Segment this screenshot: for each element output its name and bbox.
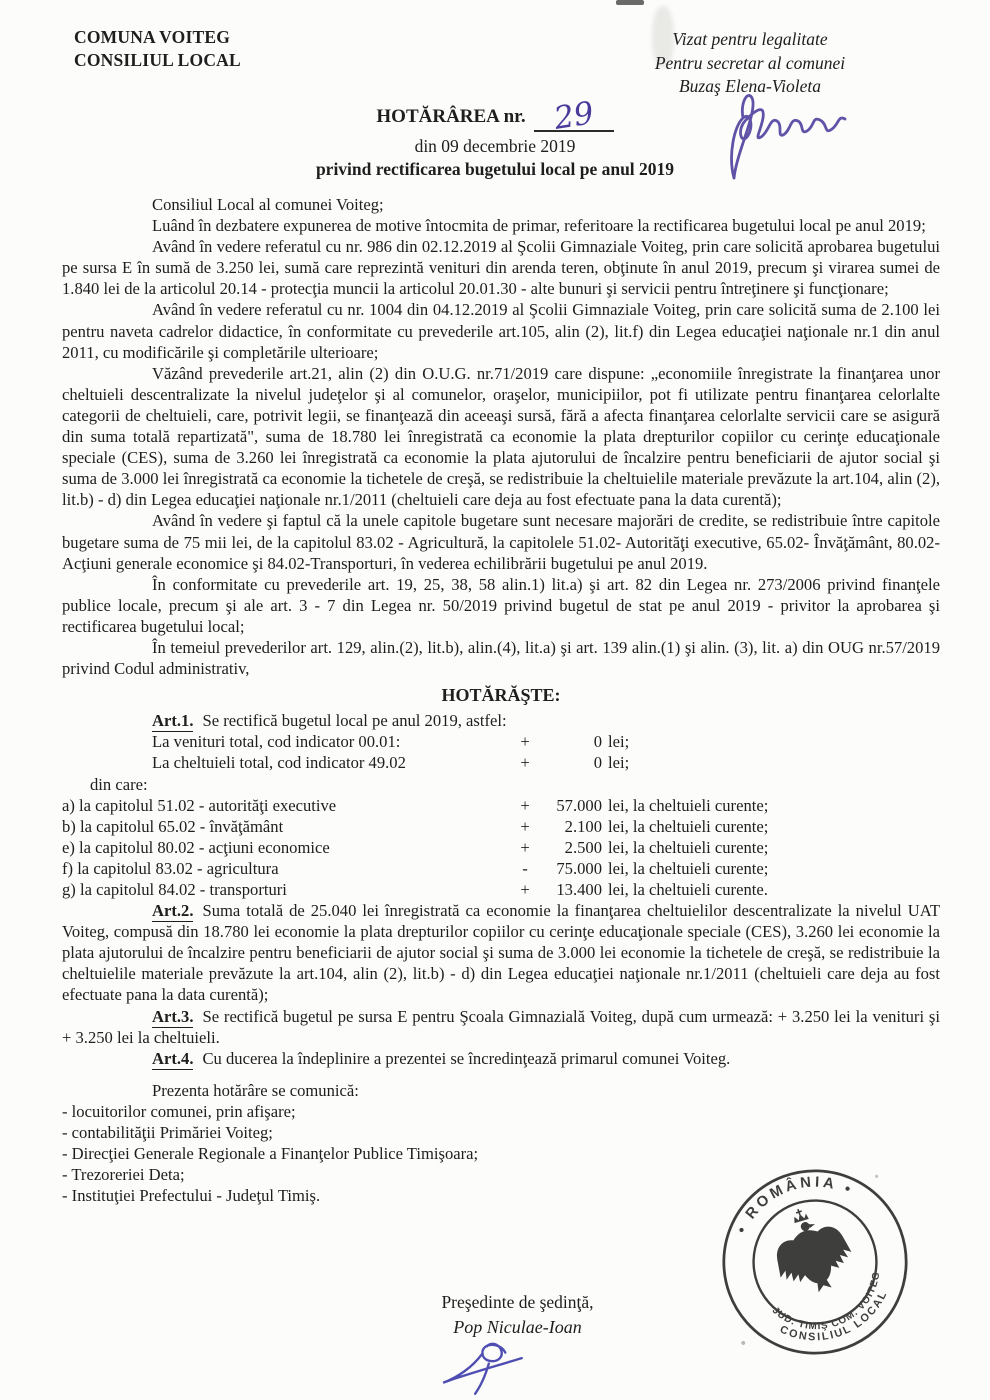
article-3-label: Art.3. — [152, 1006, 194, 1026]
decision-label: HOTĂRÂREA nr. — [376, 106, 526, 127]
article-2-label: Art.2. — [152, 901, 194, 921]
budget-line-chapter: a) la capitolul 51.02 - autorităţi executive + 57.000 lei, la cheltuieli curente; — [62, 795, 769, 815]
coat-of-arms-eagle-icon — [761, 1197, 861, 1303]
communication-item: - Trezoreriei Deta; — [62, 1165, 185, 1185]
budget-line-total-cheltuieli: La cheltuieli total, cod indicator 49.02 + 0 lei; — [152, 753, 630, 773]
commune-name: COMUNA VOITEG — [74, 27, 231, 47]
article-1-label: Art.1. — [152, 711, 194, 731]
president-name: Pop Niculae-Ioan — [453, 1317, 582, 1337]
preamble-paragraph: Având în vedere referatul cu nr. 986 din 02.12.2019 al Şcolii Gimnaziale Voiteg, prin care solicită aprobarea bugetului pe sursa E în sumă de 3.250 lei, sumă care reprezintă venituri din arenda teren, obţinute în anul 2019, precum şi virarea sumei de 1.840 lei de la articolul 20.14 - protecţia muncii la articolul 20.01.30 - alte bunuri şi servicii pentru întreţinere şi funcţionare; — [62, 237, 940, 299]
budget-line-chapter: e) la capitolul 80.02 - acţiuni economice + 2.500 lei, la cheltuieli curente; — [62, 837, 769, 857]
stamp-council-text: CONSILIUL LOCAL — [777, 1288, 890, 1344]
article-4: Art.4. Cu ducerea la îndeplinire a prezentei se încredinţează primarul comunei Voiteg. — [152, 1048, 731, 1068]
stamp-country-text: • ROMÂNIA • — [733, 1174, 857, 1237]
communication-intro: Prezenta hotărâre se comunică: — [152, 1080, 359, 1100]
preamble-paragraph: Având în vedere referatul cu nr. 1004 din 04.12.2019 al Şcolii Gimnaziale Voiteg, prin care solicită suma de 2.100 lei pentru naveta cadrelor didactice, în conformitate cu prevederile art.105, alin (2), lit.f) din Legea educaţiei naţionale nr.1 din anul 2011, cu modificările şi completările ulterioare; — [62, 300, 940, 362]
president-signature-block — [310, 1292, 725, 1338]
decision-date: din 09 decembrie 2019 — [414, 136, 576, 156]
budget-line-total-venituri: La venituri total, cod indicator 00.01: + 0 lei; — [152, 732, 630, 752]
scan-artifact-mark — [616, 0, 644, 5]
official-round-stamp-icon — [706, 1150, 924, 1374]
preamble-paragraph: În conformitate cu prevederile art. 19, 25, 38, 58 alin.1) lit.a) şi art. 82 din Legea nr. 273/2006 privind finanţele publice locale, precum şi ale art. 3 - 7 din Legea nr. 50/2019 privind bugetul de stat pe anul 2019 - privitor la aprobarea şi rectificarea bugetului local; — [62, 574, 940, 636]
article-1-intro: Art.1. Se rectifică bugetul local pe anul 2019, astfel: — [152, 711, 507, 731]
communication-item: - Direcţiei Generale Regionale a Finanţelor Publice Timişoara; — [62, 1144, 479, 1164]
decision-heading: HOTĂRĂŞTE: — [441, 685, 561, 706]
decision-subject: privind rectificarea bugetului local pe anul 2019 — [315, 159, 675, 179]
preamble-paragraph: Având în vedere şi faptul că la unele capitole bugetare sunt necesare majorări de credite, se redistribuie între capitole bugetare suma de 75 mii lei, de la capitolul 83.02 - Agricultură, la capitolele 51.02- Autorităţi executive, 65.02- Învăţământ, 80.02- Acţiuni generale economice şi 84.02-Transporturi, în vederea echilibrării bugetului pe anul 2019. — [62, 511, 940, 573]
article-4-label: Art.4. — [152, 1048, 194, 1068]
document-title — [0, 95, 990, 180]
article-3: Art.3. Se rectifică bugetul pe sursa E pentru Şcoala Gimnazială Voiteg, după cum urmează: + 3.250 lei la venituri şi + 3.250 lei la cheltuieli. — [62, 1006, 940, 1047]
communication-item: - Instituţiei Prefectului - Judeţul Timiş. — [62, 1186, 321, 1206]
stamp-county-text: JUD. TIMIŞ COM. VOITEG — [769, 1270, 883, 1333]
issuing-authority — [74, 26, 241, 72]
budget-breakdown-label: din care: — [90, 774, 148, 794]
decision-title-line — [0, 95, 990, 137]
budget-line-chapter: g) la capitolul 84.02 - transporturi + 13.400 lei, la cheltuieli curente. — [62, 880, 768, 899]
council-name: CONSILIUL LOCAL — [74, 50, 241, 70]
budget-line-chapter: f) la capitolul 83.02 - agricultura - 75.000 lei, la cheltuieli curente; — [62, 858, 769, 878]
svg-text:• ROMÂNIA • — [723, 1156, 860, 1240]
legality-note: Vizat pentru legalitate — [672, 29, 828, 49]
secretary-role: Pentru secretar al comunei — [654, 52, 846, 73]
preamble-paragraph: Consiliul Local al comunei Voiteg; — [152, 195, 384, 214]
preamble-paragraph: Luând în dezbatere expunerea de motive întocmita de primar, referitoare la rectificarea bugetului local pe anul 2019; — [152, 216, 926, 236]
decision-number-handwritten: 29 — [551, 95, 597, 137]
budget-line-chapter: b) la capitolul 65.02 - învăţământ + 2.100 lei, la cheltuieli curente; — [62, 816, 769, 836]
communication-item: - locuitorilor comunei, prin afişare; — [62, 1101, 296, 1121]
secretary-name: Buzaş Elena-Violeta — [678, 76, 822, 96]
preamble-paragraph: În temeiul prevederilor art. 129, alin.(2), lit.b), alin.(4), lit.a) şi art. 139 alin.(1) şi alin. (3), lit. a) din OUG nr.57/2019 privind Codul administrativ, — [62, 637, 940, 679]
communication-item: - contabilităţii Primăriei Voiteg; — [62, 1123, 273, 1143]
preamble-paragraph: Văzând prevederile art.21, alin (2) din O.U.G. nr.71/2019 care dispune: „economiile înregistrate la finanţarea unor cheltuieli descentralizate la nivelul judeţelor şi al comunelor, oraşelor, municipiilor, pot fi utilizate pentru finanţarea celorlalte categorii de cheltuieli, care, potrivit legii, se finanţează din aceeaşi sursă, fără a afecta finanţarea celorlalte servicii care se asigură din suma totală repartizată", suma de 18.780 lei înregistrată ca economie la plata drepturilor copiilor cu cerinţe educaţionale speciale (CES), suma de 3.260 lei înregistrată ca economie la plata ajutorului de încalzire pentru beneficiarii de ajutor social şi suma de 3.000 lei înregistrată ca economie la tichetele de creşă, se redistribuie la cheltuielile materiale prevăzute la art.104, alin (2), lit.b) - d) din Legea educaţiei naţionale nr.1/2011 (cheltuieli care deja au fost efectuate pana la data curentă); — [62, 363, 940, 510]
president-role: Preşedinte de şedinţă, — [441, 1292, 594, 1312]
president-signature-icon — [426, 1338, 548, 1400]
article-2: Art.2. Suma totală de 25.040 lei înregistrată ca economie la finanţarea cheltuielilor descentralizate la nivelul UAT Voiteg, compusă din 18.780 lei economie la plata drepturilor copiilor cu cerinţe educaţionale speciale (CES), 3.260 lei economie la plata ajutorului de încalzire pentru beneficiarii de ajutor social şi suma de 3.000 lei economie la tichetele de creşă, se redistribuie la cheltuielile materiale prevăzute la art.104, alin (2), lit.b) - d) din Legea educaţiei naţionale nr.1/2011 (cheltuieli care deja au fost efectuate pana la data curentă); — [62, 901, 940, 1005]
decision-number-underline — [534, 95, 614, 137]
document-body — [62, 194, 940, 1206]
